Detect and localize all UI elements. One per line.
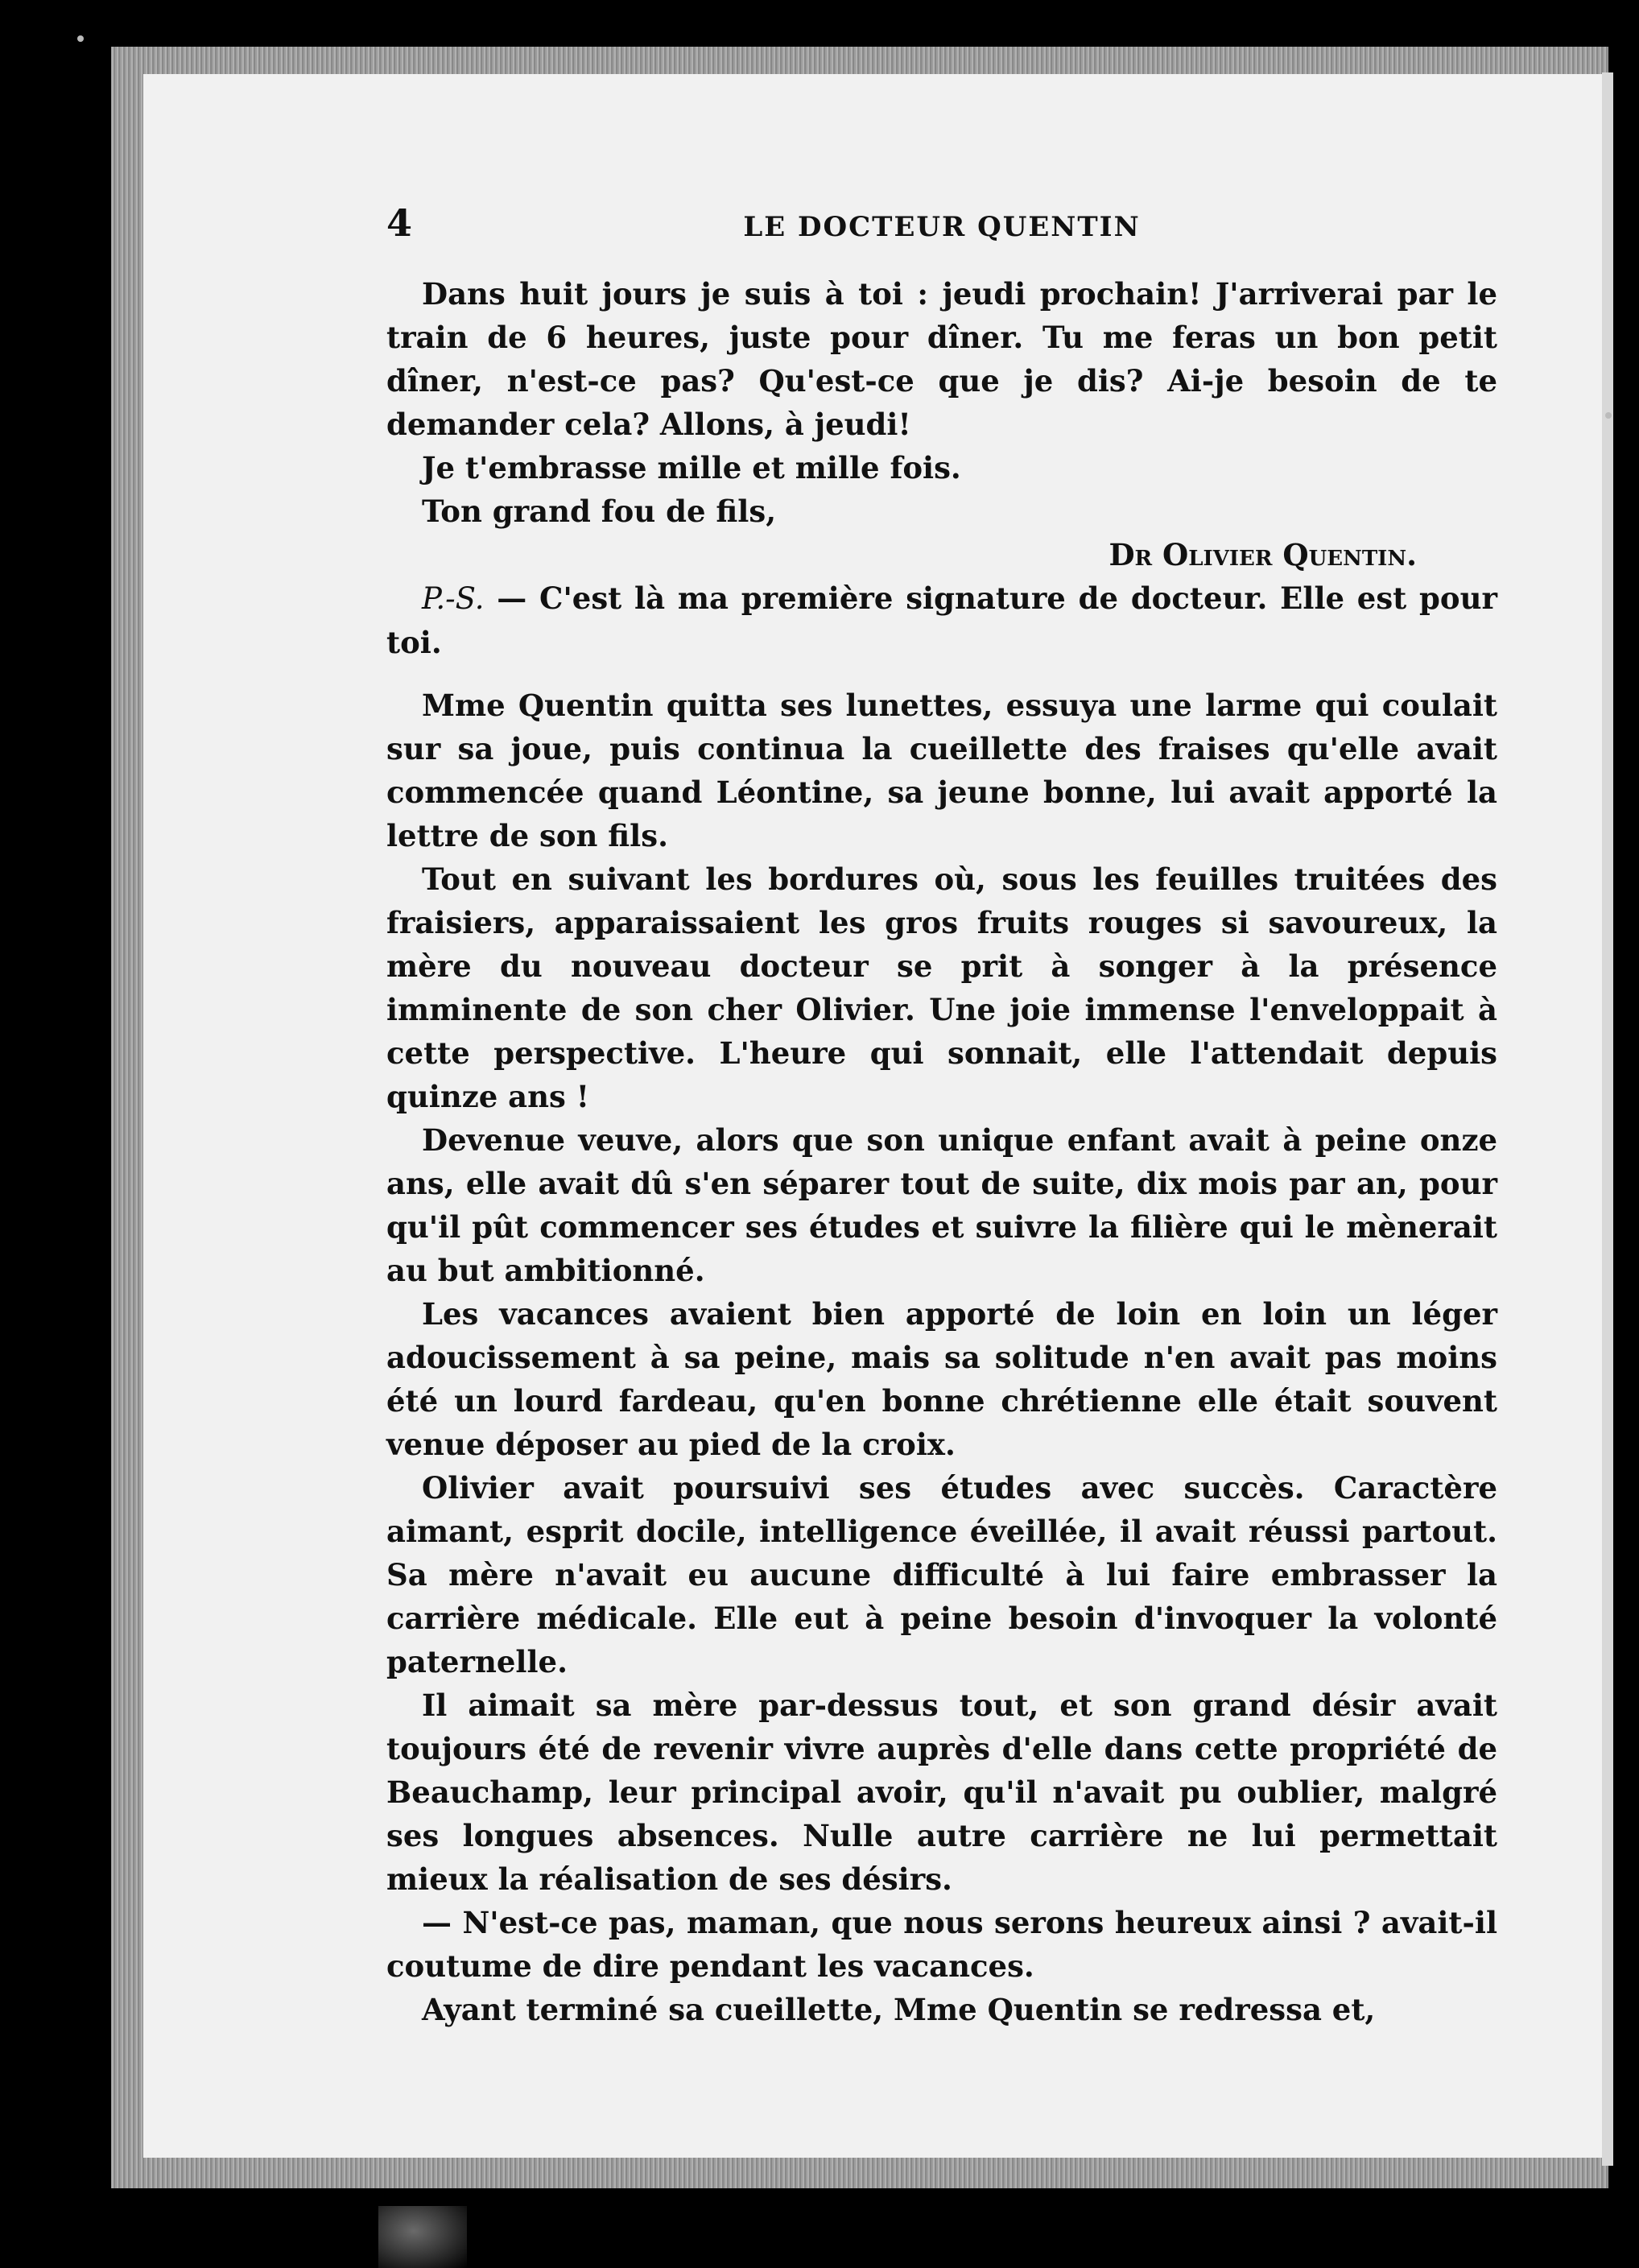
page-number: 4	[386, 201, 413, 245]
letter-closing: Je t'embrasse mille et mille fois.	[422, 450, 961, 485]
body-paragraph: Les vacances avaient bien apporté de loin en loin un léger adoucissement à sa peine, mais sa solitude n'en avait pas moins été un lourd fardeau, qu'en bonne chrétienne elle était souvent venue déposer au pied de la croix.	[386, 1296, 1497, 1462]
speck	[77, 35, 84, 42]
body-paragraph: Olivier avait poursuivi ses études avec succès. Caractère aimant, esprit docile, intelligence éveillée, il avait réussi partout. Sa mère n'avait eu aucune difficulté à lui faire embrasser la carrière médicale. Elle eut à peine besoin d'invoquer la volonté paternelle.	[386, 1470, 1497, 1679]
letter-sign-off: Ton grand fou de fils,	[422, 494, 777, 529]
body-paragraph: Il aimait sa mère par-dessus tout, et son grand désir avait toujours été de revenir vivre auprès d'elle dans cette propriété de Beauchamp, leur principal avoir, qu'il n'avait pu oublier, malgré ses longues absences. Nulle autre carrière ne lui permettait mieux la réalisation de ses désirs.	[386, 1688, 1497, 1897]
body-paragraph: Ayant terminé sa cueillette, Mme Quentin se redressa et,	[422, 1992, 1376, 2027]
section-gap	[386, 664, 1497, 684]
binding-stain	[378, 2206, 467, 2268]
body-paragraph: Mme Quentin quitta ses lunettes, essuya une larme qui coulait sur sa joue, puis continua la cueillette des fraises qu'elle avait commencée quand Léontine, sa jeune bonne, lui avait apporté la lettre de son fils.	[386, 688, 1497, 853]
dialogue-paragraph: — N'est-ce pas, maman, que nous serons heureux ainsi ? avait-il coutume de dire pendant les vacances.	[386, 1905, 1497, 1984]
text-block	[386, 201, 1497, 2031]
postscript-label: P.-S.	[422, 581, 485, 616]
body-paragraph: Devenue veuve, alors que son unique enfant avait à peine onze ans, elle avait dû s'en séparer tout de suite, dix mois par an, pour qu'il pût commencer ses études et suivre la filière qui le mènerait au but ambitionné.	[386, 1122, 1497, 1288]
speck	[1605, 412, 1612, 419]
letter-postscript	[386, 576, 1497, 664]
letter-paragraph: Dans huit jours je suis à toi : jeudi prochain! J'arriverai par le train de 6 heures, juste pour dîner. Tu me feras un bon petit dîner, n'est-ce pas? Qu'est-ce que je dis? Ai-je besoin de te demander cela? Allons, à jeudi!	[386, 276, 1497, 442]
body-paragraph: Tout en suivant les bordures où, sous les feuilles truitées des fraisiers, apparaissaient les gros fruits rouges si savoureux, la mère du nouveau docteur se prit à songer à la présence imminente de son cher Olivier. Une joie immense l'enveloppait à cette perspective. L'heure qui sonnait, elle l'attendait depuis quinze ans !	[386, 861, 1497, 1114]
postscript-text: — C'est là ma première signature de docteur. Elle est pour toi.	[386, 580, 1497, 660]
page-header	[386, 201, 1497, 250]
letter-signature: Dr Olivier Quentin.	[1108, 537, 1417, 572]
page-edge	[1602, 72, 1613, 2166]
running-title: LE DOCTEUR QUENTIN	[743, 211, 1141, 243]
